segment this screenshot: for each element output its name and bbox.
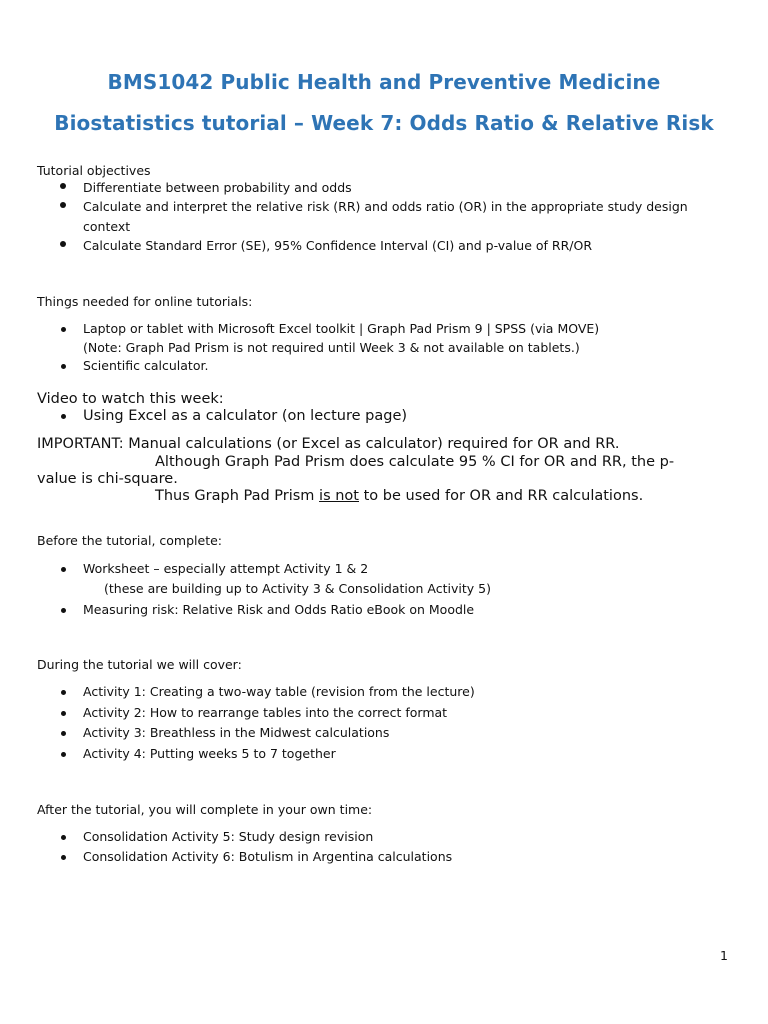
tutorial-title: Biostatistics tutorial – Week 7: Odds Ratio & Relative Risk: [54, 111, 714, 135]
bullet-icon: [61, 835, 66, 840]
bullet-icon: [61, 690, 66, 695]
important-text: to be used for OR and RR calculations.: [359, 488, 644, 504]
important-line: [155, 487, 643, 505]
during-item: Activity 3: Breathless in the Midwest calculations: [83, 725, 390, 740]
objectives-heading: Tutorial objectives: [37, 163, 151, 178]
bullet-icon: [60, 183, 66, 189]
bullet-icon: [61, 711, 66, 716]
things-needed-item: Laptop or tablet with Microsoft Excel toolkit | Graph Pad Prism 9 | SPSS (via MOVE): [83, 321, 600, 336]
objective-item: Differentiate between probability and odds: [83, 180, 352, 195]
bullet-icon: [61, 567, 66, 572]
important-line: value is chi-square.: [37, 471, 178, 487]
before-note: (these are building up to Activity 3 & Consolidation Activity 5): [104, 581, 491, 596]
objective-item-continued: context: [83, 219, 131, 234]
after-item: Consolidation Activity 6: Botulism in Argentina calculations: [83, 849, 453, 864]
important-line: Although Graph Pad Prism does calculate 95 % CI for OR and RR, the p-: [155, 454, 675, 470]
during-item: Activity 2: How to rearrange tables into the correct format: [83, 705, 448, 720]
objective-item: Calculate and interpret the relative risk (RR) and odds ratio (OR) in the appropriate study design: [83, 199, 688, 214]
during-heading: During the tutorial we will cover:: [37, 657, 242, 672]
during-item: Activity 4: Putting weeks 5 to 7 together: [83, 746, 336, 761]
course-title: BMS1042 Public Health and Preventive Medicine: [107, 70, 661, 94]
important-line: IMPORTANT: Manual calculations (or Excel as calculator) required for OR and RR.: [37, 436, 620, 452]
bullet-icon: [61, 364, 66, 369]
bullet-icon: [61, 752, 66, 757]
bullet-icon: [61, 608, 66, 613]
after-item: Consolidation Activity 5: Study design revision: [83, 829, 374, 844]
bullet-icon: [61, 414, 66, 419]
important-underlined-text: is not: [319, 488, 359, 504]
video-heading: Video to watch this week:: [37, 391, 224, 407]
objective-item: Calculate Standard Error (SE), 95% Confidence Interval (CI) and p-value of RR/OR: [83, 238, 593, 253]
things-needed-heading: Things needed for online tutorials:: [37, 294, 253, 309]
bullet-icon: [61, 855, 66, 860]
important-text: Thus Graph Pad Prism: [155, 488, 320, 504]
things-needed-item: Scientific calculator.: [83, 358, 209, 373]
bullet-icon: [60, 241, 66, 247]
bullet-icon: [61, 731, 66, 736]
bullet-icon: [61, 327, 66, 332]
page-number: 1: [720, 948, 728, 963]
during-item: Activity 1: Creating a two-way table (revision from the lecture): [83, 684, 475, 699]
before-item: Worksheet – especially attempt Activity 1 & 2: [83, 561, 369, 576]
after-heading: After the tutorial, you will complete in your own time:: [37, 802, 373, 817]
bullet-icon: [60, 202, 66, 208]
before-heading: Before the tutorial, complete:: [37, 533, 222, 548]
things-needed-note: (Note: Graph Pad Prism is not required until Week 3 & not available on tablets.): [83, 340, 580, 355]
video-item: Using Excel as a calculator (on lecture page): [83, 408, 408, 424]
before-item: Measuring risk: Relative Risk and Odds Ratio eBook on Moodle: [83, 602, 475, 617]
